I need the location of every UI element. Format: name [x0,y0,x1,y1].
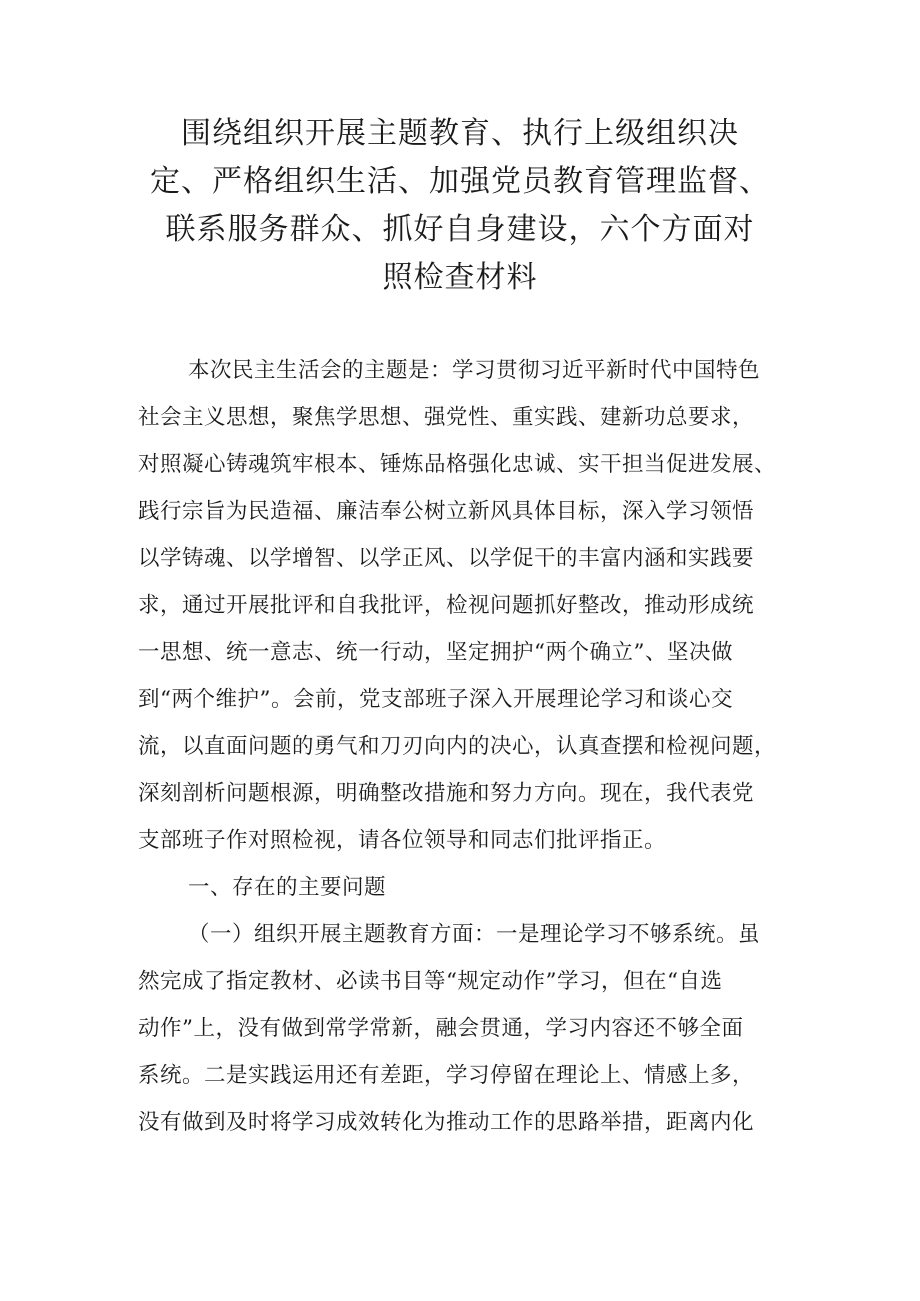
paragraph-line: 以学铸魂、以学增智、以学正风、以学促干的丰富内涵和实践要 [138,546,755,571]
document-body [138,347,798,1146]
section1-paragraph [138,911,798,1146]
paragraph-line: 一思想、统一意志、统一行动，坚定拥护“两个确立”、坚决做 [138,640,733,665]
paragraph-line: 动作”上，没有做到常学常新，融会贯通，学习内容还不够全面 [138,1016,744,1041]
paragraph-line: 流，以直面问题的勇气和刀刃向内的决心，认真查摆和检视问题， [138,734,777,759]
paragraph-line: 社会主义思想，聚焦学思想、强党性、重实践、建新功总要求， [138,405,755,430]
title-line-3: 联系服务群众、抓好自身建设，六个方面对 [165,212,755,247]
intro-paragraph [138,347,798,864]
paragraph-line: 然完成了指定教材、必读书目等“规定动作”学习，但在“自选 [138,969,723,994]
paragraph-line: 深刻剖析问题根源，明确整改措施和努力方向。现在，我代表党 [138,781,755,806]
title-line-1: 围绕组织开展主题教育、执行上级组织决 [181,116,739,151]
paragraph-line: 践行宗旨为民造福、廉洁奉公树立新风具体目标，深入学习领悟 [138,499,755,524]
document-title [150,110,770,302]
paragraph-line: 系统。二是实践运用还有差距，学习停留在理论上、情感上多， [138,1063,755,1088]
paragraph-line: 本次民主生活会的主题是：学习贯彻习近平新时代中国特色 [188,358,761,383]
section-heading: 一、存在的主要问题 [188,875,387,900]
paragraph-line: （一）组织开展主题教育方面：一是理论学习不够系统。虽 [188,922,761,947]
paragraph-line: 对照凝心铸魂筑牢根本、锤炼品格强化忠诚、实干担当促进发展、 [138,452,777,477]
paragraph-line: 没有做到及时将学习成效转化为推动工作的思路举措，距离内化 [138,1110,755,1135]
title-line-2: 定、严格组织生活、加强党员教育管理监督、 [150,164,770,199]
paragraph-line: 到“两个维护”。会前，党支部班子深入开展理论学习和谈心交 [138,687,733,712]
title-line-4: 照检查材料 [382,260,538,295]
paragraph-line: 求，通过开展批评和自我批评，检视问题抓好整改，推动形成统 [138,593,755,618]
paragraph-line: 支部班子作对照检视，请各位领导和同志们批评指正。 [138,828,667,853]
